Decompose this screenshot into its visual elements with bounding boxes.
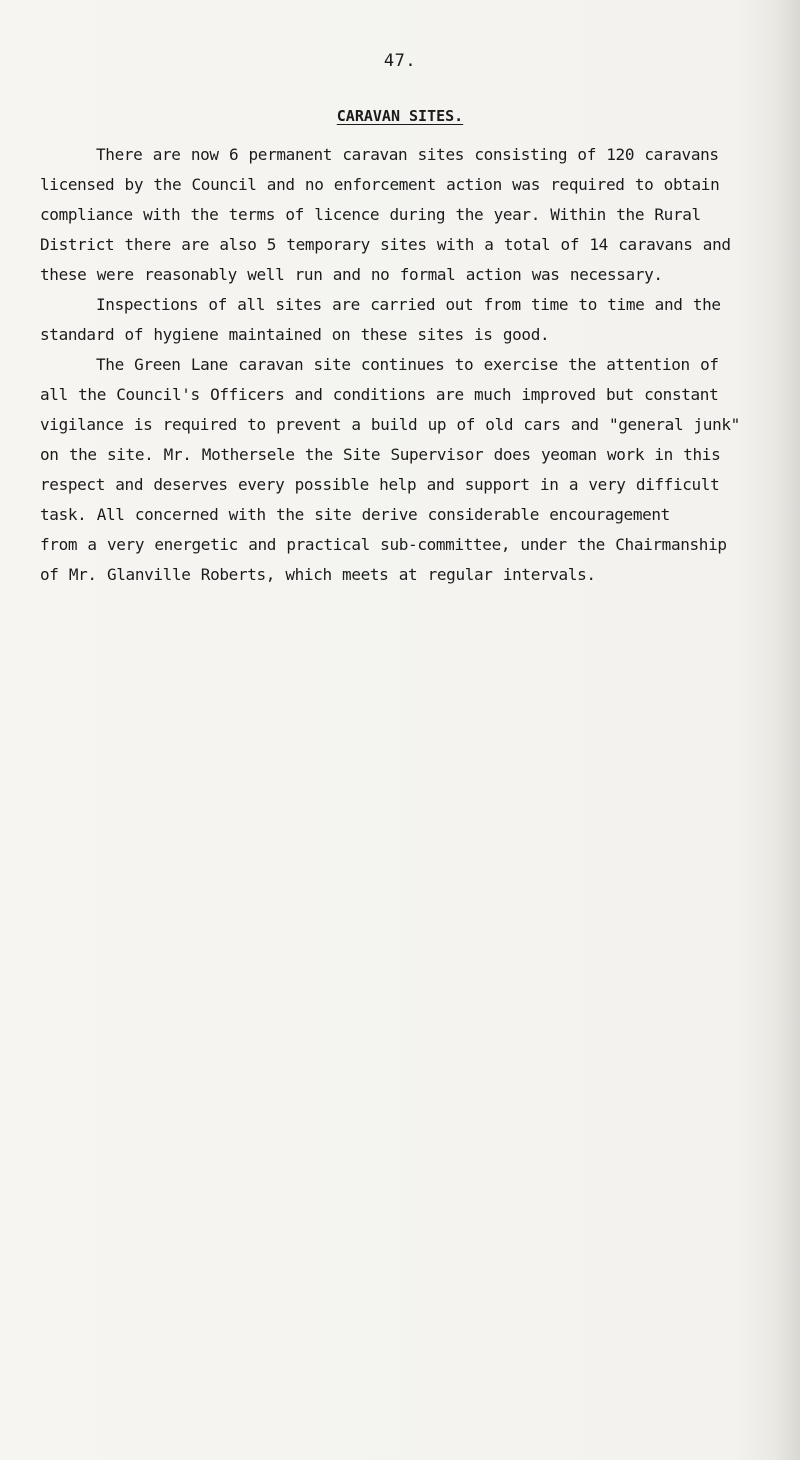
text-line: District there are also 5 temporary sites with a total of 14 caravans and xyxy=(40,235,731,254)
text-line: licensed by the Council and no enforcement action was required to obtain xyxy=(40,175,720,194)
text-line: task. All concerned with the site derive considerable encouragement xyxy=(40,505,670,524)
paragraph-2 xyxy=(40,290,770,350)
text-line: There are now 6 permanent caravan sites consisting of 120 caravans xyxy=(96,145,719,164)
text-line: from a very energetic and practical sub-committee, under the Chairmanship xyxy=(40,535,727,554)
body-text xyxy=(40,140,770,590)
text-line: respect and deserves every possible help and support in a very difficult xyxy=(40,475,720,494)
text-line: Inspections of all sites are carried out from time to time and the xyxy=(96,295,721,314)
text-line: all the Council's Officers and conditions are much improved but constant xyxy=(40,385,719,404)
text-line: these were reasonably well run and no formal action was necessary. xyxy=(40,265,663,284)
page-number: 47. xyxy=(383,51,417,71)
paragraph-1 xyxy=(40,140,770,290)
text-line: on the site. Mr. Mothersele the Site Supervisor does yeoman work in this xyxy=(40,445,721,464)
text-line: of Mr. Glanville Roberts, which meets at regular intervals. xyxy=(40,565,596,584)
text-line: vigilance is required to prevent a build up of old cars and "general junk" xyxy=(40,415,740,434)
section-heading-text: CARAVAN SITES. xyxy=(336,107,464,125)
text-line: The Green Lane caravan site continues to exercise the attention of xyxy=(96,355,719,374)
paragraph-3 xyxy=(40,350,770,590)
text-line: compliance with the terms of licence during the year. Within the Rural xyxy=(40,205,701,224)
text-line: standard of hygiene maintained on these sites is good. xyxy=(40,325,550,344)
section-heading xyxy=(0,107,800,125)
